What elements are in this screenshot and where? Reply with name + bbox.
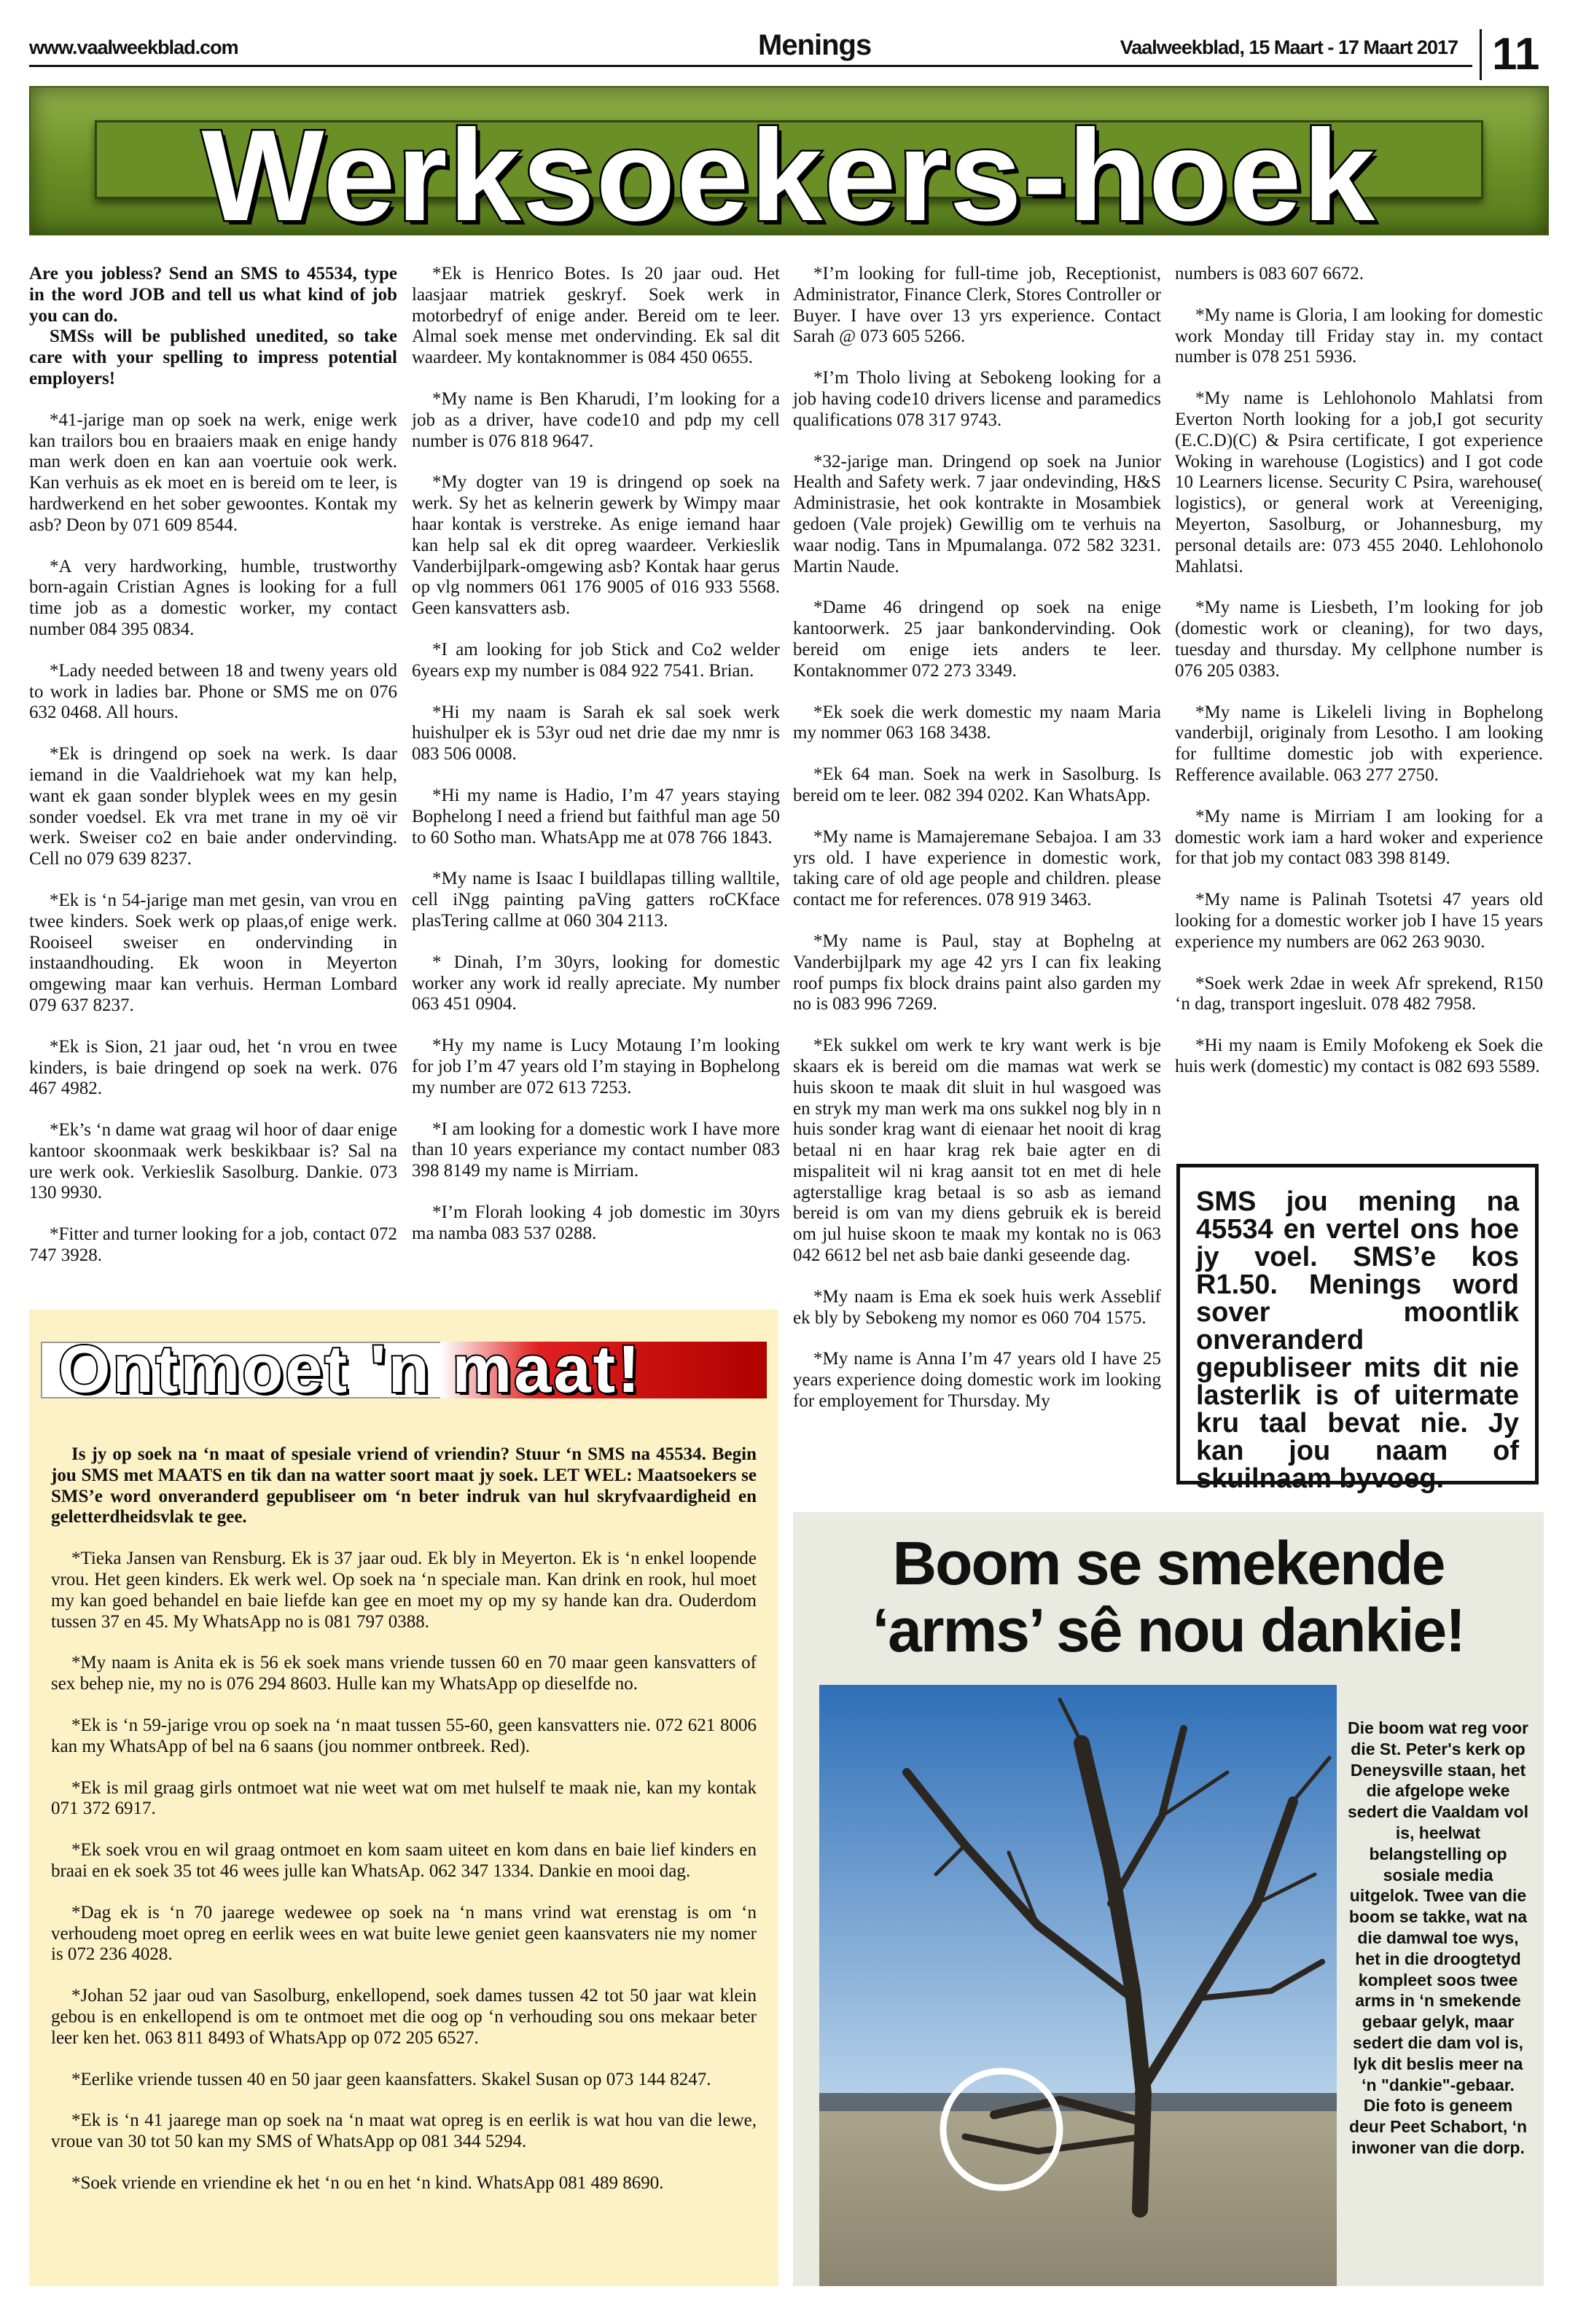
job-listing: *My name is Mamajeremane Sebajoa. I am 33 yrs old. I have experience in domestic work, taking care of old age people and children. please contact me for references. 078 919 3463.: [793, 826, 1161, 910]
maat-listing: *Dag ek is ‘n 70 jaarege wedewee op soek na ‘n mans vrind wat erenstag is om ‘n verhoudeng moet opreg en eerlik wees en wat buite lewe geniet geen kaansvaters nie my nomer is 072 236 4028.: [51, 1902, 757, 1965]
job-listing: numbers is 083 607 6672.: [1175, 264, 1364, 283]
job-listing: *My naam is Ema ek soek huis werk Asseblif ek bly by Sebokeng my nomor es 060 704 1575.: [793, 1286, 1161, 1328]
job-listing: *Fitter and turner looking for a job, contact 072 747 3928.: [29, 1224, 397, 1266]
column-1: [29, 264, 397, 1287]
job-listing: *My name is Liesbeth, I’m looking for job (domestic work or cleaning), for two days, tuesday and thursday. My cellphone number is 076 205 0383.: [1175, 598, 1543, 681]
job-listing: *I’m Tholo living at Sebokeng looking for a job having code10 drivers license and paramedics qualifications 078 317 9743.: [793, 368, 1161, 430]
job-listing: *Ek’s ‘n dame wat graag wil hoor of daar enige kantoor skoonmaak werk beskikbaar is? Sal na ure werk ook. Verkieslik Sasolburg. Dankie. 073 130 9930.: [29, 1120, 397, 1203]
maat-listing: *Ek soek vrou en wil graag ontmoet en kom saam uiteet en kom dans en baie lief kinders en braai en ek soek 35 tot 46 wees julle kan WhatsAp. 062 347 1334. Dankie en mooi dag.: [51, 1840, 757, 1881]
job-listing: *My name is Mirriam I am looking for a domestic work iam a hard woker and experience for that job my contact 083 398 8149.: [1175, 806, 1543, 869]
job-listing: *My name is Anna I’m 47 years old I have 25 years experience doing domestic work im looking for employement for Thursday. My: [793, 1349, 1161, 1412]
job-listing: *Hy my name is Lucy Motaung I’m looking for job I’m 47 years old I’m staying in Bophelong my number are 072 613 7253.: [412, 1036, 780, 1098]
job-listing: *Ek soek die werk domestic my naam Maria my nommer 063 168 3438.: [793, 702, 1161, 743]
maat-listing: *Ek is ‘n 59-jarige vrou op soek na ‘n maat tussen 55-60, geen kansvatters nie. 072 621 8006 kan my WhatsApp of bel na 6 saans (jou nommer ontbreek. Red).: [51, 1715, 757, 1756]
maat-listing: *My naam is Anita ek is 56 ek soek mans vriende tussen 60 en 70 maar geen kansvatters of sex behep nie, my no is 076 294 8603. Hulle kan my WhatsApp op dieselfde no.: [51, 1653, 757, 1694]
job-listing: *Hi my naam is Emily Mofokeng ek Soek die huis werk (domestic) my contact is 082 693 5589.: [1175, 1036, 1543, 1076]
job-listing: *My dogter van 19 is dringend op soek na werk. Sy het as kelnerin gewerk by Wimpy maar haar kontak is verstreke. As enige iemand haar kan help sal ek dit opreg waardeer. Verkieslik Vanderbijlpark-omgewing asb? Kontak haar gerus op vlg nommers 061 176 9005 of 016 933 5568. Geen kansvatters asb.: [412, 472, 780, 619]
job-listing: *My name is Palinah Tsotetsi 47 years old looking for a domestic worker job I have 15 years experience my numbers are 062 263 9030.: [1175, 890, 1543, 952]
job-listing: *Ek is Sion, 21 jaar oud, het ‘n vrou en twee kinders, is baie dringend op soek na werk. 076 467 4982.: [29, 1036, 397, 1099]
photo-caption: Die boom wat reg voor die St. Peter's kerk op Deneysville staan, het die afgelope weke sedert die Vaaldam vol is, heelwat belangstelling op sosiale media uitgelok. Twee van die boom se takke, wat na die damwal toe wys, het in die droogtetyd kompleet soos twee arms in ‘n smekende gebaar gelyk, maar sedert die dam vol is, lyk dit beslis meer na ‘n "dankie"-gebaar. Die foto is geneem deur Peet Schabort, ‘n inwoner van die dorp.: [1347, 1718, 1528, 2157]
job-listing: *My name is Isaac I buildlapas tilling walltile, cell iNgg painting paVing gatters roCKface plasTering callme at 060 304 2113.: [412, 869, 780, 931]
maat-listing: *Tieka Jansen van Rensburg. Ek is 37 jaar oud. Ek bly in Meyerton. Ek is ‘n enkel loopende vrou. Het geen kinders. Ek werk wel. Op soek na ‘n speciale man. Kan drink en rook, hul moet my kan goed behandel en baie liefde kan gee en moet my op my sy hande kan dra. Ouderdom tussen 37 en 45. My WhatsApp no is 081 797 0388.: [51, 1549, 757, 1632]
job-listing: *My name is Lehlohonolo Mahlatsi from Everton North looking for a job,I got security (E.C.D)(C) & Psira certificate, I got experience Woking in warehouse (Logistics) and I got code 10 Learners license. Security C Psira, warehouse( logistics), or general work at Vereeniging, Meyerton, Sasolburg, or Johannesburg, my personal details are: 073 455 2040. Lehlohonolo Mahlatsi.: [1175, 388, 1543, 576]
job-listing: *Ek sukkel om werk te kry want werk is bje skaars ek is bereid om die mamas wat werk se huis skoon te maak dit sluit in hul wasgoed was en stryk my man werk ma ons sukkel nog bly in n huis sonder krag want di eienaar het nooit di krag betaal ni en haar krag rek baie agter en di mispaliteit wil ni krag aansit tot en met di hele agterstallige krag betaal is so asb as iemand bereid is om van my diens gebruik ek is bereid om jul huise skoon te maak my kontak no is 063 042 6612 bel net asb baie danki geseende dag.: [793, 1036, 1161, 1266]
page-number: 11: [1480, 29, 1540, 80]
job-listing: *My name is Ben Kharudi, I’m looking for a job as a driver, have code10 and pdp my cell number is 076 818 9647.: [412, 388, 780, 451]
sms-opinion-box: SMS jou mening na 45534 en vertel ons hoe jy voel. SMS’e kos R1.50. Menings word sover moontlik onveranderd gepubliseer mits dit nie lasterlik is of uitermate kru taal bevat nie. Jy kan jou naam of skuilnaam byvoeg.: [1176, 1164, 1539, 1484]
maat-listing: *Ek is mil graag girls ontmoet wat nie weet wat om met hulself te maak nie, kan my kontak 071 372 6917.: [51, 1777, 757, 1819]
section-name: Menings: [758, 29, 872, 61]
job-listing: *Hi my naam is Sarah ek sal soek werk huishulper ek is 53yr oud net drie dae my nmr is 083 506 0008.: [412, 702, 780, 764]
job-listing: *32-jarige man. Dringend op soek na Junior Health and Safety werk. 7 jaar ondevinding, H&S Administrasie, het ook kontrakte in Mosambiek gedoen (Vale projek) Gewillig om te verhuis na waar nodig. Tans in Mpumalanga. 072 582 3231. Martin Naude.: [793, 451, 1161, 576]
job-listing: *Ek 64 man. Soek na werk in Sasolburg. Is bereid om te leer. 082 394 0202. Kan WhatsApp.: [793, 764, 1161, 805]
intro-text: Are you jobless? Send an SMS to 45534, type in the word JOB and tell us what kind of job you can do.: [29, 264, 397, 326]
job-listing: *I am looking for job Stick and Co2 welder 6years exp my number is 084 922 7541. Brian.: [412, 639, 780, 681]
job-listing: *A very hardworking, humble, trustworthy born-again Cristian Agnes is looking for a full time job as a domestic worker, my contact number 084 395 0834.: [29, 556, 397, 639]
issue-date: Vaalweekblad, 15 Maart - 17 Maart 2017: [1120, 36, 1458, 58]
werksoekers-banner: [29, 86, 1549, 248]
job-listing: *My name is Gloria, I am looking for domestic work Monday till Friday stay in. my contact number is 078 251 5936.: [1175, 305, 1543, 367]
headline-line-1: Boom se smekende: [892, 1529, 1445, 1597]
maat-listing: *Eerlike vriende tussen 40 en 50 jaar geen kaansfatters. Skakel Susan op 073 144 8247.: [71, 2069, 711, 2089]
intro-note: SMSs will be published unedited, so take care with your spelling to impress potential employers!: [29, 326, 397, 388]
maat-listing: *Johan 52 jaar oud van Sasolburg, enkellopend, soek dames tussen 42 tot 50 jaar wat klein gebou is en enkellopend is om te ontmoet met die oog op ‘n verhouding sou ons mekaar beter leer ken het. 063 811 8493 of WhatsApp op 072 205 6527.: [51, 1986, 757, 2048]
article-headline: [793, 1530, 1544, 1664]
maat-listing: *Soek vriende en vriendine ek het ‘n ou en het ‘n kind. WhatsApp 081 489 8690.: [71, 2172, 664, 2193]
column-3: [793, 264, 1161, 1433]
column-2: [412, 264, 780, 1264]
job-listing: *My name is Paul, stay at Bophelng at Vanderbijlpark my age 42 yrs I can fix leaking roof pumps fix block drains paint also garden my no is 083 996 7269.: [793, 931, 1161, 1014]
boom-article: [793, 1512, 1544, 2286]
job-listing: *Ek is dringend op soek na werk. Is daar iemand in die Vaaldriehoek wat my kan help, want ek gaan sonder blyplek wees en my gesin sonder voedsel. Ek vra met trane in my oë vir werk. Sweiser co2 en baie ander ondervinding. Cell no 079 639 8237.: [29, 744, 397, 869]
ontmoet-n-maat-section: [29, 1310, 778, 2286]
job-listing: *I am looking for a domestic work I have more than 10 years experiance my contact number 083 398 8149 my name is Mirriam.: [412, 1119, 780, 1181]
job-listing: *Dame 46 dringend op soek na enige kantoorwerk. 25 jaar bankondervinding. Ook bereid om enige iets anders te leer. Kontaknommer 072 273 3349.: [793, 598, 1161, 681]
page-header: [29, 29, 1472, 67]
maat-listings: [51, 1444, 757, 2215]
maat-listing: *Ek is ‘n 41 jaarege man op soek na ‘n maat wat opreg is en eerlik is wat hou van die lewe, vroue van 30 tot 50 kan my SMS of WhatsApp op 081 344 5294.: [51, 2110, 757, 2152]
job-listing: *My name is Likeleli living in Bophelong vanderbijl, originaly from Lesotho. I am looking for fulltime domestic job with experience. Refference available. 063 277 2750.: [1175, 702, 1543, 785]
maat-intro: Is jy op soek na ‘n maat of spesiale vriend of vriendin? Stuur ‘n SMS na 45534. Begin jou SMS met MAATS en tik dan na watter soort maat jy soek. LET WEL: Maatsoekers se SMS’e word onveranderd gepubliseer om ‘n beter indruk van hul skryfvaardigheid en geletterdheidsvlak te gee.: [51, 1444, 757, 1527]
column-4: [1175, 264, 1543, 1098]
job-listing: *Ek is ‘n 54-jarige man met gesin, van vrou en twee kinders. Soek werk op plaas,of enige werk. Rooiseel sweiser en ondervinding in instaandhouding. Ek woon in Meyerton omgewing maar kan verhuis. Herman Lombard 079 637 8237.: [29, 890, 397, 1015]
job-listing: *I’m Florah looking 4 job domestic im 30yrs ma namba 083 537 0288.: [412, 1202, 780, 1243]
job-listing: *Ek is Henrico Botes. Is 20 jaar oud. Het laasjaar matriek geskryf. Soek werk in motorbedryf of enige ander. Bereid om te leer. Almal soek mense met ondervinding. Ek sal dit waardeer. My kontaknommer is 084 450 0655.: [412, 264, 780, 368]
tree-photo: [819, 1685, 1337, 2286]
job-listing: * Dinah, I’m 30yrs, looking for domestic worker any work id really apreciate. My number 063 451 0904.: [412, 952, 780, 1014]
banner-inner-panel: [95, 103, 1483, 248]
website-url: www.vaalweekblad.com: [29, 36, 238, 58]
headline-line-2: ‘arms’ sê nou dankie!: [872, 1596, 1465, 1664]
job-listing: *Soek werk 2dae in week Afr sprekend, R150 ‘n dag, transport ingesluit. 078 482 7958.: [1175, 973, 1543, 1014]
job-listing: *I’m looking for full-time job, Receptionist, Administrator, Finance Clerk, Stores Controller or Buyer. I have over 13 yrs experience. Contact Sarah @ 073 605 5266.: [793, 264, 1161, 347]
banner-title: Werksoekers-hoek: [201, 103, 1377, 248]
job-listing: *Lady needed between 18 and tweny years old to work in ladies bar. Phone or SMS me on 076 632 0468. All hours.: [29, 660, 397, 723]
job-listing: *41-jarige man op soek na werk, enige werk kan trailors bou en braaiers maak en enige handy man werk doen en kan aan voertuie ook werk. Kan verhuis as ek moet en is bereid om te leer, is hardwerkend en het sober gewoontes. Kontak my asb? Deon by 071 609 8544.: [29, 410, 397, 535]
section-title: Ontmoet 'n maat!: [58, 1332, 642, 1406]
job-listing: *Hi my name is Hadio, I’m 47 years staying Bophelong I need a friend but faithful man age 50 to 60 Sotho man. WhatsApp me at 078 766 1843.: [412, 785, 780, 848]
